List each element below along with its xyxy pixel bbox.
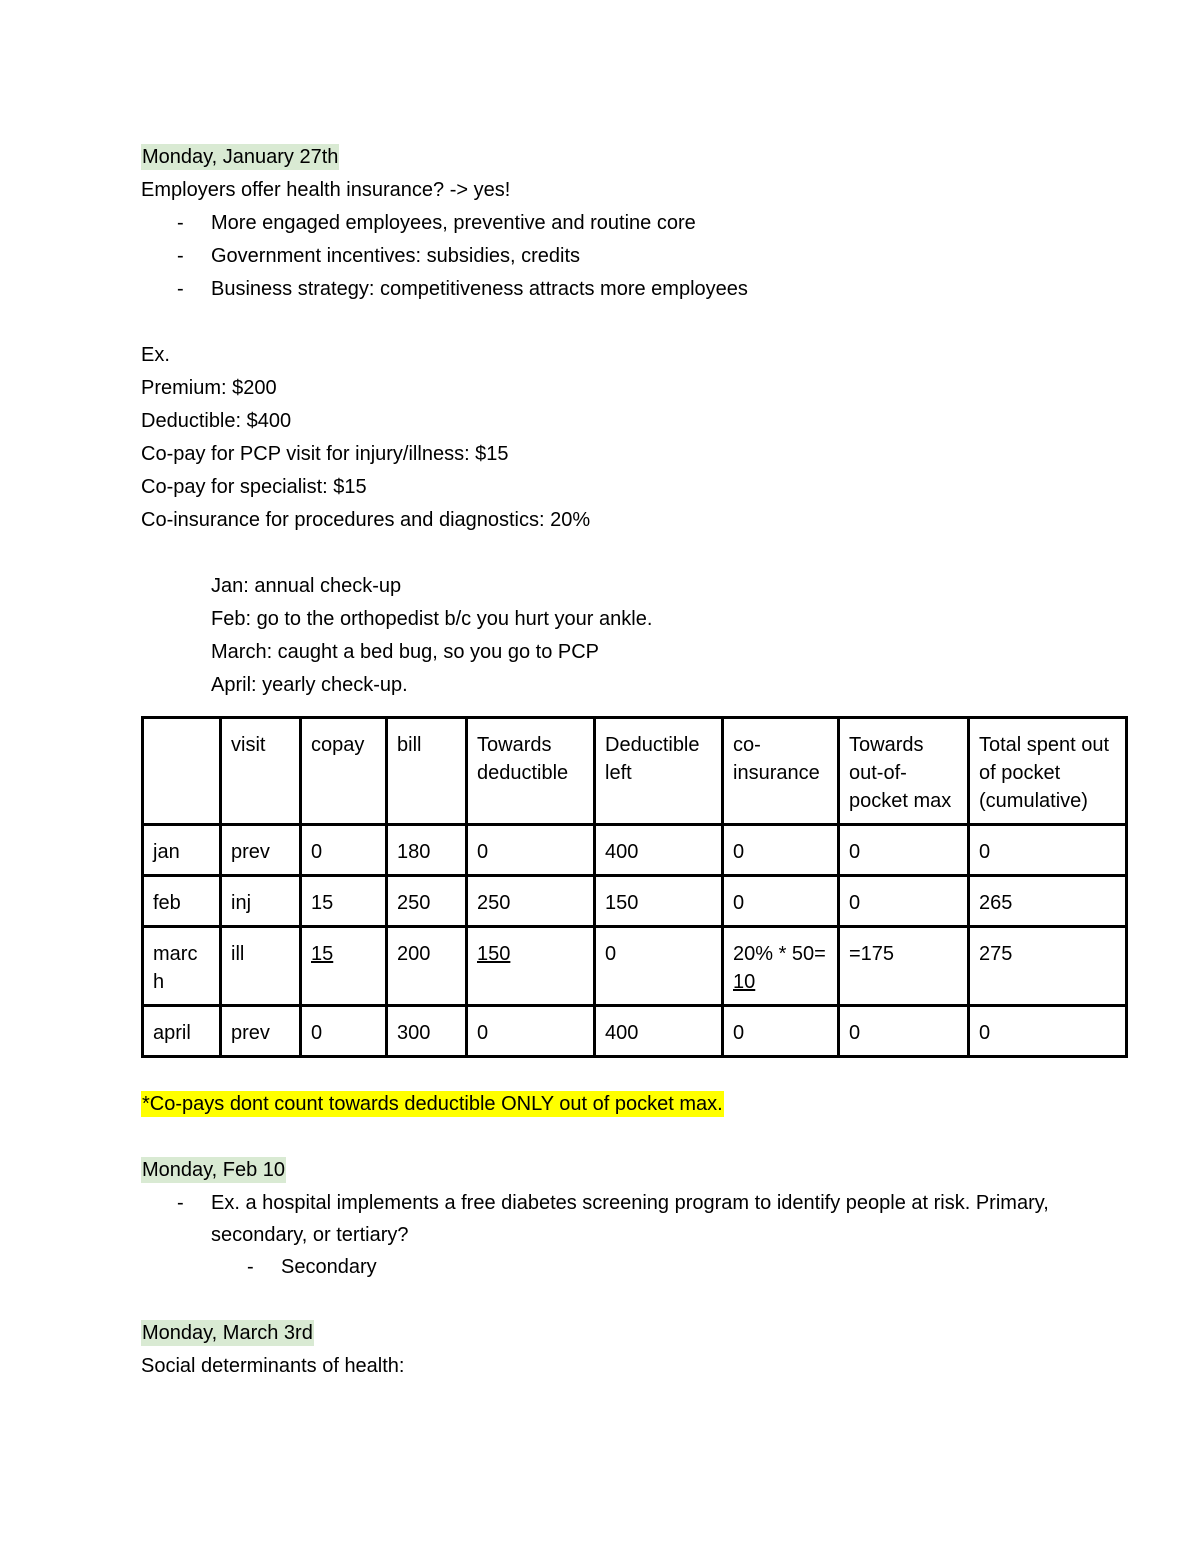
date-heading-feb10: Monday, Feb 10 [142, 1159, 286, 1181]
section-jan27 [141, 141, 1131, 174]
month-cell: jan [143, 825, 221, 876]
deductible-left-cell: 400 [595, 825, 723, 876]
table-header-cell: visit [221, 718, 301, 825]
list-item: - Business strategy: competitiveness attracts more employees [141, 273, 1131, 306]
cost-table [141, 716, 1128, 1058]
timeline-item: March: caught a bed bug, so you go to PCP [211, 641, 600, 663]
visit-cell: prev [221, 1006, 301, 1057]
visit-cell: prev [221, 825, 301, 876]
coinsurance-formula: 20% * 50= [733, 943, 826, 965]
table-header-row [143, 718, 1127, 825]
deductible-line: Deductible: $400 [141, 410, 292, 432]
copay-note: *Co-pays dont count towards deductible ONLY out of pocket max. [142, 1093, 723, 1115]
copay-specialist-line: Co-pay for specialist: $15 [141, 476, 367, 498]
timeline-item: Jan: annual check-up [211, 575, 402, 597]
example-label: Ex. [141, 344, 170, 366]
towards-deductible-cell: 0 [467, 825, 595, 876]
coinsurance-cell: 0 [723, 876, 839, 927]
timeline-item: April: yearly check-up. [211, 674, 408, 696]
coinsurance-cell: 0 [723, 1006, 839, 1057]
copay-value: 15 [311, 943, 334, 965]
dash-icon: - [177, 1192, 184, 1214]
table-row [143, 876, 1127, 927]
bill-cell: 250 [387, 876, 467, 927]
date-heading-mar3: Monday, March 3rd [142, 1322, 313, 1344]
dash-icon: - [177, 245, 184, 267]
table-header-cell [143, 718, 221, 825]
bill-cell: 200 [387, 927, 467, 1006]
total-cell: 275 [969, 927, 1127, 1006]
table-header-cell: co-insurance [723, 718, 839, 825]
coinsurance-cell [723, 927, 839, 1006]
deductible-left-cell: 150 [595, 876, 723, 927]
table-header-cell: Total spent out of pocket (cumulative) [969, 718, 1127, 825]
table-header-cell: Deductible left [595, 718, 723, 825]
section-mar3 [141, 1317, 1131, 1350]
towards-oop-cell: 0 [839, 825, 969, 876]
dash-icon: - [177, 278, 184, 300]
premium-line: Premium: $200 [141, 377, 277, 399]
copay-cell: 0 [301, 1006, 387, 1057]
visit-cell: inj [221, 876, 301, 927]
month-cell: april [143, 1006, 221, 1057]
deductible-left-cell: 400 [595, 1006, 723, 1057]
coinsurance-line: Co-insurance for procedures and diagnostics: 20% [141, 509, 591, 531]
dash-icon: - [247, 1256, 254, 1278]
table-row [143, 825, 1127, 876]
table-header-cell: bill [387, 718, 467, 825]
table-header-cell: Towards out-of-pocket max [839, 718, 969, 825]
towards-deductible-value: 150 [477, 943, 511, 965]
section-feb10 [141, 1154, 1131, 1187]
table-row [143, 927, 1127, 1006]
list-item: - Secondary [141, 1251, 1131, 1284]
bill-cell: 300 [387, 1006, 467, 1057]
document-page [141, 141, 1131, 1383]
month-cell: marc h [143, 927, 221, 1006]
towards-deductible-cell: 250 [467, 876, 595, 927]
towards-deductible-cell [467, 927, 595, 1006]
coinsurance-cell: 0 [723, 825, 839, 876]
total-cell: 0 [969, 825, 1127, 876]
towards-oop-cell: 0 [839, 1006, 969, 1057]
list-item: - Ex. a hospital implements a free diabetes screening program to identify people at risk. Primary, secondary, or tertiary? [141, 1187, 1131, 1251]
list-item: - More engaged employees, preventive and routine core [141, 207, 1131, 240]
copay-cell [301, 927, 387, 1006]
question-line: Employers offer health insurance? -> yes! [141, 179, 511, 201]
table-header-cell: copay [301, 718, 387, 825]
copay-cell: 0 [301, 825, 387, 876]
towards-oop-cell: 0 [839, 876, 969, 927]
table-row [143, 1006, 1127, 1057]
table-header-cell: Towards deductible [467, 718, 595, 825]
coinsurance-value: 10 [733, 971, 756, 993]
copay-cell: 15 [301, 876, 387, 927]
deductible-left-cell: 0 [595, 927, 723, 1006]
towards-deductible-cell: 0 [467, 1006, 595, 1057]
timeline-item: Feb: go to the orthopedist b/c you hurt your ankle. [211, 608, 653, 630]
date-heading-jan27: Monday, January 27th [142, 146, 339, 168]
note-line [141, 1088, 1131, 1121]
total-cell: 265 [969, 876, 1127, 927]
bill-cell: 180 [387, 825, 467, 876]
copay-pcp-line: Co-pay for PCP visit for injury/illness: $15 [141, 443, 509, 465]
total-cell: 0 [969, 1006, 1127, 1057]
towards-oop-cell: =175 [839, 927, 969, 1006]
visit-cell: ill [221, 927, 301, 1006]
month-cell: feb [143, 876, 221, 927]
sdoh-line: Social determinants of health: [141, 1355, 405, 1377]
dash-icon: - [177, 212, 184, 234]
list-item: - Government incentives: subsidies, credits [141, 240, 1131, 273]
